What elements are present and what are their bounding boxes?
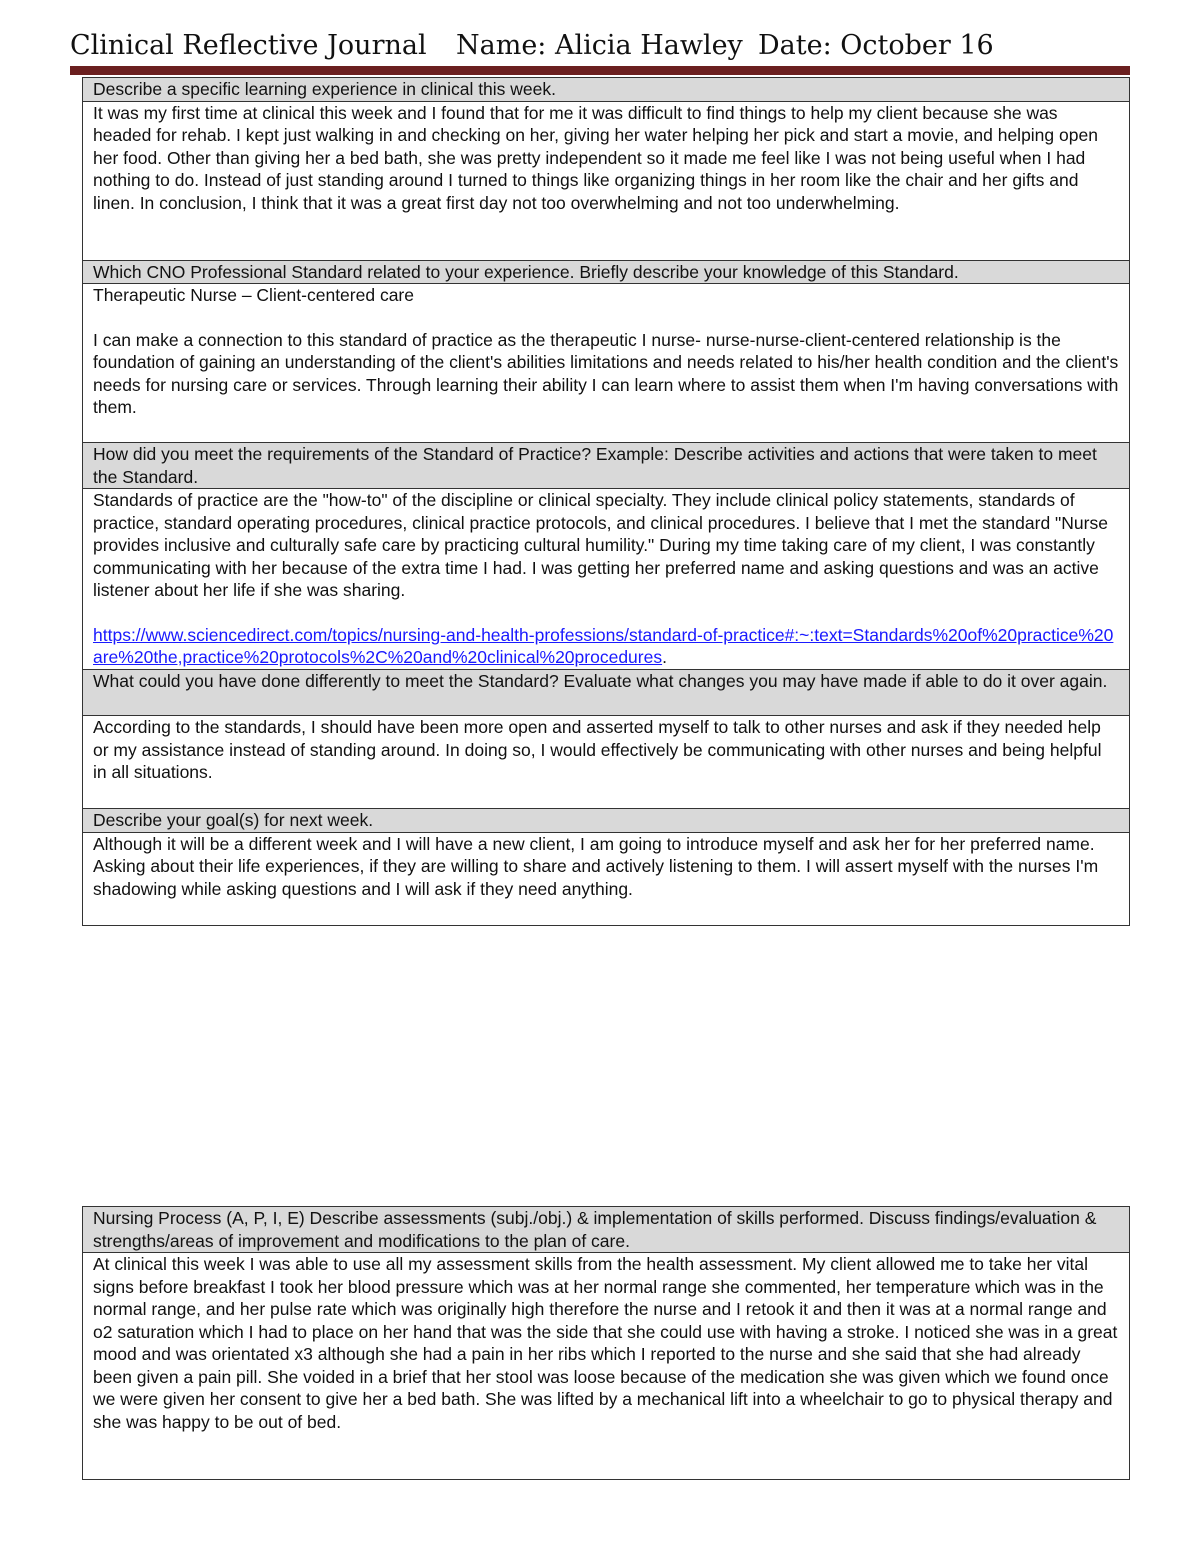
header-rule — [70, 66, 1130, 75]
question-row — [83, 443, 1130, 489]
answer-text: Although it will be a different week and I will have a new client, I am going to introduce myself and ask her for her preferred name. Asking about their life experiences, if they are willing to share and actively listening to them. I will assert myself with the nurses I'm shadowing while asking questions and I will ask if they need anything. — [93, 833, 1099, 899]
answer-meet-requirements — [83, 489, 1130, 670]
question-cno-standard: Which CNO Professional Standard related to your experience. Briefly describe your knowledge of this Standard. — [83, 260, 1130, 284]
question-goals: Describe your goal(s) for next week. — [83, 809, 1130, 833]
student-name: Name: Alicia Hawley — [456, 30, 743, 61]
question-row — [83, 78, 1130, 102]
journal-header — [70, 30, 1130, 66]
answer-row — [83, 284, 1130, 443]
journal-date: Date: October 16 — [758, 30, 994, 61]
answer-text: Standards of practice are the "how-to" of the discipline or clinical specialty. They include clinical policy statements, standards of practice, standard operating procedures, clinical practice protocols, and clinical procedures. I believe that I met the standard "Nurse provides inclusive and culturally safe care by practicing cultural humility." During my time taking care of my client, I was constantly communicating with her because of the extra time I had. I was getting her preferred name and asking questions and was an active listener about her life if she was sharing. — [93, 490, 1108, 600]
reference-suffix: . — [662, 647, 667, 667]
answer-text: It was my first time at clinical this week and I found that for me it was difficult to find things to help my client because she was headed for rehab. I kept just walking in and checking on her, giving her water helping her pick and start a movie, and helping open her food. Other than giving her a bed bath, she was pretty independent so it made me feel like I was not being useful when I had nothing to do. Instead of just standing around I turned to things like organizing things in her room like the chair and her gifts and linen. In conclusion, I think that it was a great first day not too overwhelming and not too underwhelming. — [93, 102, 1098, 213]
journal-title: Clinical Reflective Journal — [70, 30, 427, 61]
answer-row — [83, 716, 1130, 809]
question-learning-experience: Describe a specific learning experience in clinical this week. — [83, 78, 1130, 102]
question-meet-requirements: How did you meet the requirements of the Standard of Practice? Example: Describe activities and actions that were taken to meet the Standard. — [83, 443, 1130, 489]
answer-learning-experience — [83, 101, 1130, 260]
answer-text: According to the standards, I should have been more open and asserted myself to talk to other nurses and ask if they needed help or my assistance instead of standing around. In doing so, I would effectively be communicating with other nurses and being helpful in all situations. — [93, 717, 1102, 782]
question-row — [83, 670, 1130, 716]
nursing-process-table — [82, 1206, 1130, 1480]
reference-line — [93, 624, 1119, 669]
answer-cno-standard — [83, 284, 1130, 443]
answer-text: At clinical this week I was able to use all my assessment skills from the health assessment. My client allowed me to take her vital signs before breakfast I took her blood pressure which was at her normal range she commented, her temperature which was in the normal range, and her pulse rate which was originally high therefore the nurse and I retook it and then it was at a normal range and o2 saturation which I had to place on her hand that was the side that she could use with having a stroke. I noticed she was in a great mood and was orientated x3 although she had a pain in her ribs which I reported to the nurse and she said that she had already been given a pain pill. She voided in a brief that her stool was loose because of the medication she was given which we found once we were given her consent to give her a bed bath. She was lifted by a mechanical lift into a wheelchair to go to physical therapy and she was happy to be out of bed. — [93, 1254, 1118, 1432]
answer-row — [83, 832, 1130, 925]
answer-intro: Therapeutic Nurse – Client-centered care — [93, 285, 414, 305]
answer-row — [83, 101, 1130, 260]
question-do-differently: What could you have done differently to meet the Standard? Evaluate what changes you may have made if able to do it over again. — [83, 670, 1130, 716]
question-row — [83, 260, 1130, 284]
answer-row — [83, 1253, 1130, 1480]
question-nursing-process: Nursing Process (A, P, I, E) Describe assessments (subj./obj.) & implementation of skills performed. Discuss findings/evaluation & strengths/areas of improvement and modifications to the plan of care. — [83, 1207, 1130, 1253]
answer-row — [83, 489, 1130, 670]
answer-nursing-process — [83, 1253, 1130, 1480]
journal-table — [82, 77, 1130, 926]
question-row — [83, 1207, 1130, 1253]
reference-link[interactable]: https://www.sciencedirect.com/topics/nursing-and-health-professions/standard-of-practice#:~:text=Standards%20of%20practice%20are%20the,practice%20protocols%2C%20and%20clinical%20procedures — [93, 624, 1114, 667]
answer-do-differently — [83, 716, 1130, 809]
answer-text: I can make a connection to this standard of practice as the therapeutic I nurse- nurse-nurse-client-centered relationship is the foundation of gaining an understanding of the client's abilities limitations and needs related to his/her health condition and the client's needs for nursing care or services. Through learning their ability I can learn where to assist them when I'm having conversations with them. — [93, 329, 1119, 417]
question-row — [83, 809, 1130, 833]
answer-goals — [83, 832, 1130, 925]
